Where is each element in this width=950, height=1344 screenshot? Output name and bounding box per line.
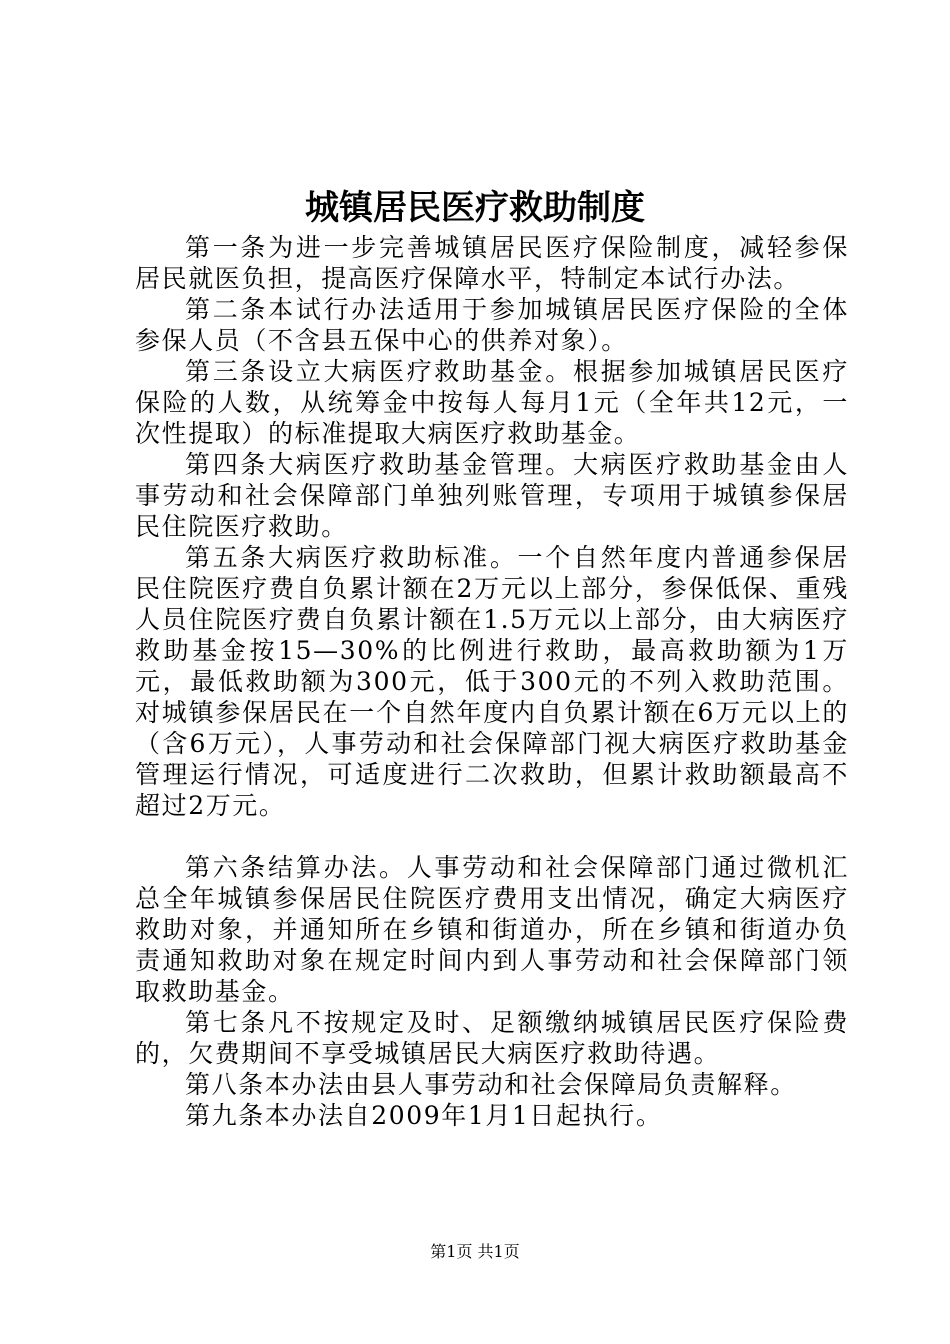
article-4: 第四条大病医疗救助基金管理。大病医疗救助基金由人事劳动和社会保障部门单独列账管理，专项用于城镇参保居民住院医疗救助。: [135, 450, 849, 541]
article-8: 第八条本办法由县人事劳动和社会保障局负责解释。: [185, 1070, 797, 1099]
article-9: 第九条本办法自2009年1月1日起执行。: [185, 1101, 663, 1130]
document-body: [135, 232, 849, 1131]
article-6: 第六条结算办法。人事劳动和社会保障部门通过微机汇总全年城镇参保居民住院医疗费用支出情况，确定大病医疗救助对象，并通知所在乡镇和街道办，所在乡镇和街道办负责通知救助对象在规定时间内到人事劳动和社会保障部门领取救助基金。: [135, 853, 849, 1006]
article-2: 第二条本试行办法适用于参加城镇居民医疗保险的全体参保人员（不含县五保中心的供养对象）。: [135, 295, 849, 355]
article-3: 第三条设立大病医疗救助基金。根据参加城镇居民医疗保险的人数，从统筹金中按每人每月1元（全年共12元，一次性提取）的标准提取大病医疗救助基金。: [135, 357, 849, 448]
article-7: 第七条凡不按规定及时、足额缴纳城镇居民医疗保险费的，欠费期间不享受城镇居民大病医疗救助待遇。: [135, 1008, 849, 1068]
document-title: 城镇居民医疗救助制度: [305, 188, 645, 228]
page-footer: [0, 1242, 950, 1262]
page-number-current: 第1页: [430, 1242, 473, 1261]
page-number-total: 共1页: [477, 1242, 520, 1261]
article-1: 第一条为进一步完善城镇居民医疗保险制度，减轻参保居民就医负担，提高医疗保障水平，特制定本试行办法。: [135, 233, 849, 293]
article-5: 第五条大病医疗救助标准。一个自然年度内普通参保居民住院医疗费自负累计额在2万元以上部分，参保低保、重残人员住院医疗费自负累计额在1.5万元以上部分，由大病医疗救助基金按15—30%的比例进行救助，最高救助额为1万元，最低救助额为300元，低于300元的不列入救助范围。对城镇参保居民在一个自然年度内自负累计额在6万元以上的（含6万元），人事劳动和社会保障部门视大病医疗救助基金管理运行情况，可适度进行二次救助，但累计救助额最高不超过2万元。: [135, 543, 849, 820]
